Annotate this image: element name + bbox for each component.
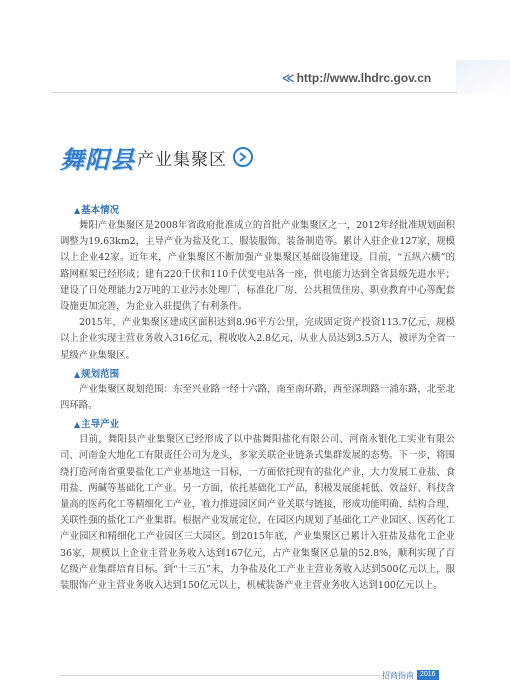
url-text[interactable]: http://www.lhdrc.gov.cn	[296, 71, 432, 85]
header-url[interactable]	[282, 66, 457, 90]
paragraph: 产业集聚区规划范围：东至兴业路一经十六路，南至南环路，西至深圳路一浦东路，北至北四环路。	[60, 383, 455, 412]
page-title	[60, 140, 253, 174]
page-number: 2016	[417, 670, 439, 680]
footer-text: 招商指南	[382, 670, 414, 680]
triangle-icon: ▲	[74, 368, 81, 379]
double-chevron-left-icon: ≪	[282, 71, 293, 85]
paragraph: 2015年，产业集聚区建成区面积达到8.96平方公里，完成固定资产投资113.7亿元，规模以上企业实现主营业务收入316亿元，税收收入2.8亿元，从业人员达到3.5万人，被评为全省一星级产业集聚区。	[60, 317, 455, 361]
triangle-icon: ▲	[74, 419, 81, 430]
header-decoration	[456, 60, 510, 94]
footer-divider	[60, 675, 380, 676]
paragraph: 舞阳产业集聚区是2008年省政府批准成立的首批产业集聚区之一，2012年经批准规划面积调整为19.63km2，主导产业为盐及化工、服装服饰、装备制造等。累计入驻企业127家，规模以上企业42家。近年来，产业集聚区不断加强产业集聚区基础设施建设。目前，“五纵六横”的路网框架已经形成；建有220千伏和110千伏变电站各一座，供电能力达到全省县级先进水平；建设了日处理能力2万吨的工业污水处理厂，标准化厂房、公共租赁住房、职业教育中心等配套设施更加完善，为企业入驻提供了有利条件。	[60, 220, 455, 313]
top-banner	[0, 0, 510, 62]
footer-label	[382, 669, 439, 681]
section-heading-basic: ▲基本情况	[74, 205, 120, 216]
chevron-right-icon	[233, 147, 253, 167]
header-divider	[52, 92, 457, 93]
title-text: 产业集聚区	[137, 149, 227, 170]
article-body	[60, 200, 455, 594]
section-heading-scope: ▲规划范围	[74, 368, 120, 380]
paragraph: 目前，舞阳县产业集聚区已经形成了以中盐舞阳盐化有限公司、河南永银化工实业有限公司、河南金大地化工有限责任公司为龙头，多家关联企业链条式集群发展的态势。下一步，将围绕打造河南省重要盐化工产业基地这一目标，一方面依托现有的盐化产业，大力发展工业盐、食用盐、两碱等基础化工产业。另一方面，依托基础化工产品，积极发展能耗低、效益好、科技含量高的医药化工等精细化工产业，着力推进园区间产业关联与链接，形成功能明确、结构合理、关联性强的盐化工产业集群。根据产业发展定位，在园区内规划了基础化工产业园区、医药化工产业园区和精细化工产业园区三大园区。到2015年底，产业集聚区已累计入驻盐及盐化工企业36家，规模以上企业主营业务收入达到167亿元，占产业集聚区总量的52.8%，顺利实现了百亿级产业集群培育目标。到“十三五”末，力争盐及化工产业主营业务收入达到500亿元以上，服装服饰产业主营业务收入达到150亿元以上，机械装备产业主营业务收入达到100亿元以上。	[60, 434, 455, 592]
triangle-icon: ▲	[74, 205, 81, 215]
section-heading-industry: ▲主导产业	[74, 419, 120, 431]
title-calligraphy: 舞阳县	[60, 144, 135, 174]
